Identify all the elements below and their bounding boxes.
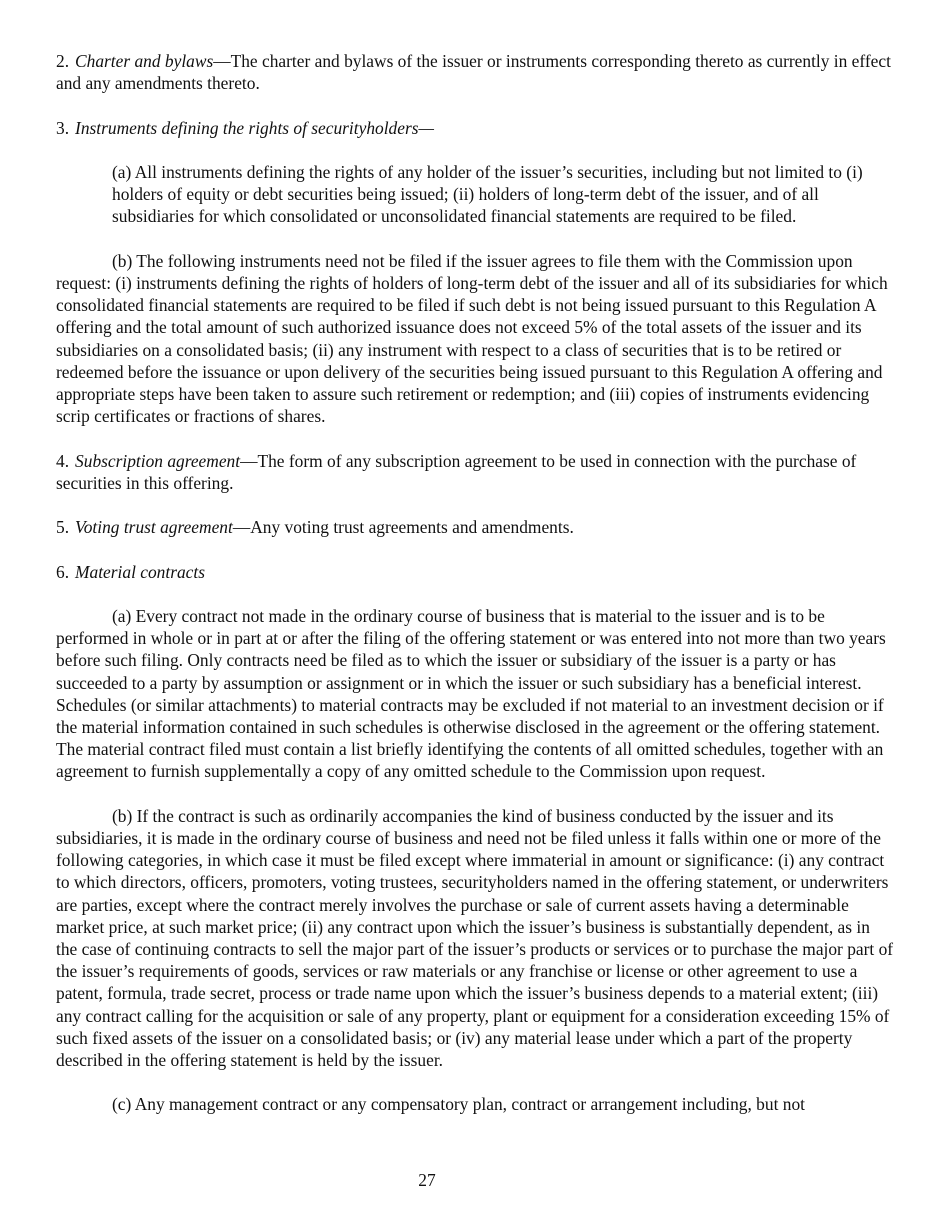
item-body: —Any voting trust agreements and amendments. <box>232 517 574 538</box>
item-6-heading <box>56 561 894 583</box>
item-4-subscription-agreement <box>56 450 894 494</box>
item-title: Instruments defining the rights of securityholders— <box>75 117 434 138</box>
item-number: 6. <box>56 561 70 582</box>
document-page <box>56 50 894 1138</box>
item-6b-paragraph: (b) If the contract is such as ordinarily accompanies the kind of business conducted by the issuer and its subsidiaries, it is made in the ordinary course of business and need not be filed unless it falls within one or more of the following categories, in which case it must be filed except where immaterial in amount or significance: (i) any contract to which directors, officers, promoters, voting trustees, securityholders named in the offering statement, or underwriters are parties, except where the contract merely involves the purchase or sale of current assets having a determinable market price, at such market price; (ii) any contract upon which the issuer’s business is substantially dependent, as in the case of continuing contracts to sell the major part of the issuer’s products or services or to purchase the major part of the issuer’s requirements of goods, services or raw materials or any franchise or license or other agreement to use a patent, formula, trade secret, process or trade name upon which the issuer’s business depends to a material extent; (iii) any contract calling for the acquisition or sale of any property, plant or equipment for a consideration exceeding 15% of such fixed assets of the issuer on a consolidated basis; or (iv) any material lease under which a part of the property described in the offering statement is held by the issuer. <box>56 805 894 1071</box>
item-body: —The charter and bylaws of the issuer or instruments corresponding thereto as currently in effect and any amendments thereto. <box>56 51 891 94</box>
item-number: 5. <box>56 517 70 538</box>
item-6c-paragraph: (c) Any management contract or any compensatory plan, contract or arrangement including, but not <box>112 1094 805 1115</box>
item-body: —The form of any subscription agreement to be used in connection with the purchase of securities in this offering. <box>56 450 857 493</box>
item-6a-paragraph: (a) Every contract not made in the ordinary course of business that is material to the issuer and is to be performed in whole or in part at or after the filing of the offering statement or was entered into not more than two years before such filing. Only contracts need be filed as to which the issuer or subsidiary of the issuer is a party or has succeeded to a party by assumption or assignment or in which the issuer or such subsidiary has a beneficial interest. Schedules (or similar attachments) to material contracts may be excluded if not material to an investment decision or if the material information contained in such schedules is otherwise disclosed in the agreement or the offering statement. The material contract filed must contain a list briefly identifying the contents of all omitted schedules, together with an agreement to furnish supplementally a copy of any omitted schedule to the Commission upon request. <box>56 605 886 782</box>
item-number: 2. <box>56 51 70 71</box>
item-title: Material contracts <box>75 561 205 582</box>
item-title: Charter and bylaws <box>75 51 214 71</box>
item-3b-paragraph: (b) The following instruments need not be filed if the issuer agrees to file them with the Commission upon request: (i) instruments defining the rights of holders of long-term debt of the issuer and all of its subsidiaries for which consolidated financial statements are required to be filed if such debt is not being issued pursuant to this Regulation A offering and the total amount of such authorized issuance does not exceed 5% of the total assets of the issuer and its subsidiaries on a consolidated basis; (ii) any instrument with respect to a class of securities that is to be retired or redeemed before the issuance or upon delivery of the securities being issued pursuant to this Regulation A offering and appropriate steps have been taken to assure such retirement or redemption; and (iii) copies of instruments evidencing scrip certificates or fractions of shares. <box>56 250 888 427</box>
item-3-heading <box>56 117 894 139</box>
item-title: Voting trust agreement <box>75 517 233 538</box>
item-number: 3. <box>56 117 70 138</box>
item-number: 4. <box>56 450 70 471</box>
item-5-voting-trust-agreement <box>56 516 894 538</box>
item-title: Subscription agreement <box>75 450 241 471</box>
item-3a-paragraph: (a) All instruments defining the rights of any holder of the issuer’s securities, including but not limited to (i) holders of equity or debt securities being issued; (ii) holders of long-term debt of the issuer, and of all subsidiaries for which consolidated or unconsolidated financial statements are required to be filed. <box>112 161 863 227</box>
page-number: 27 <box>418 1170 436 1190</box>
item-2-charter-and-bylaws <box>56 50 894 94</box>
